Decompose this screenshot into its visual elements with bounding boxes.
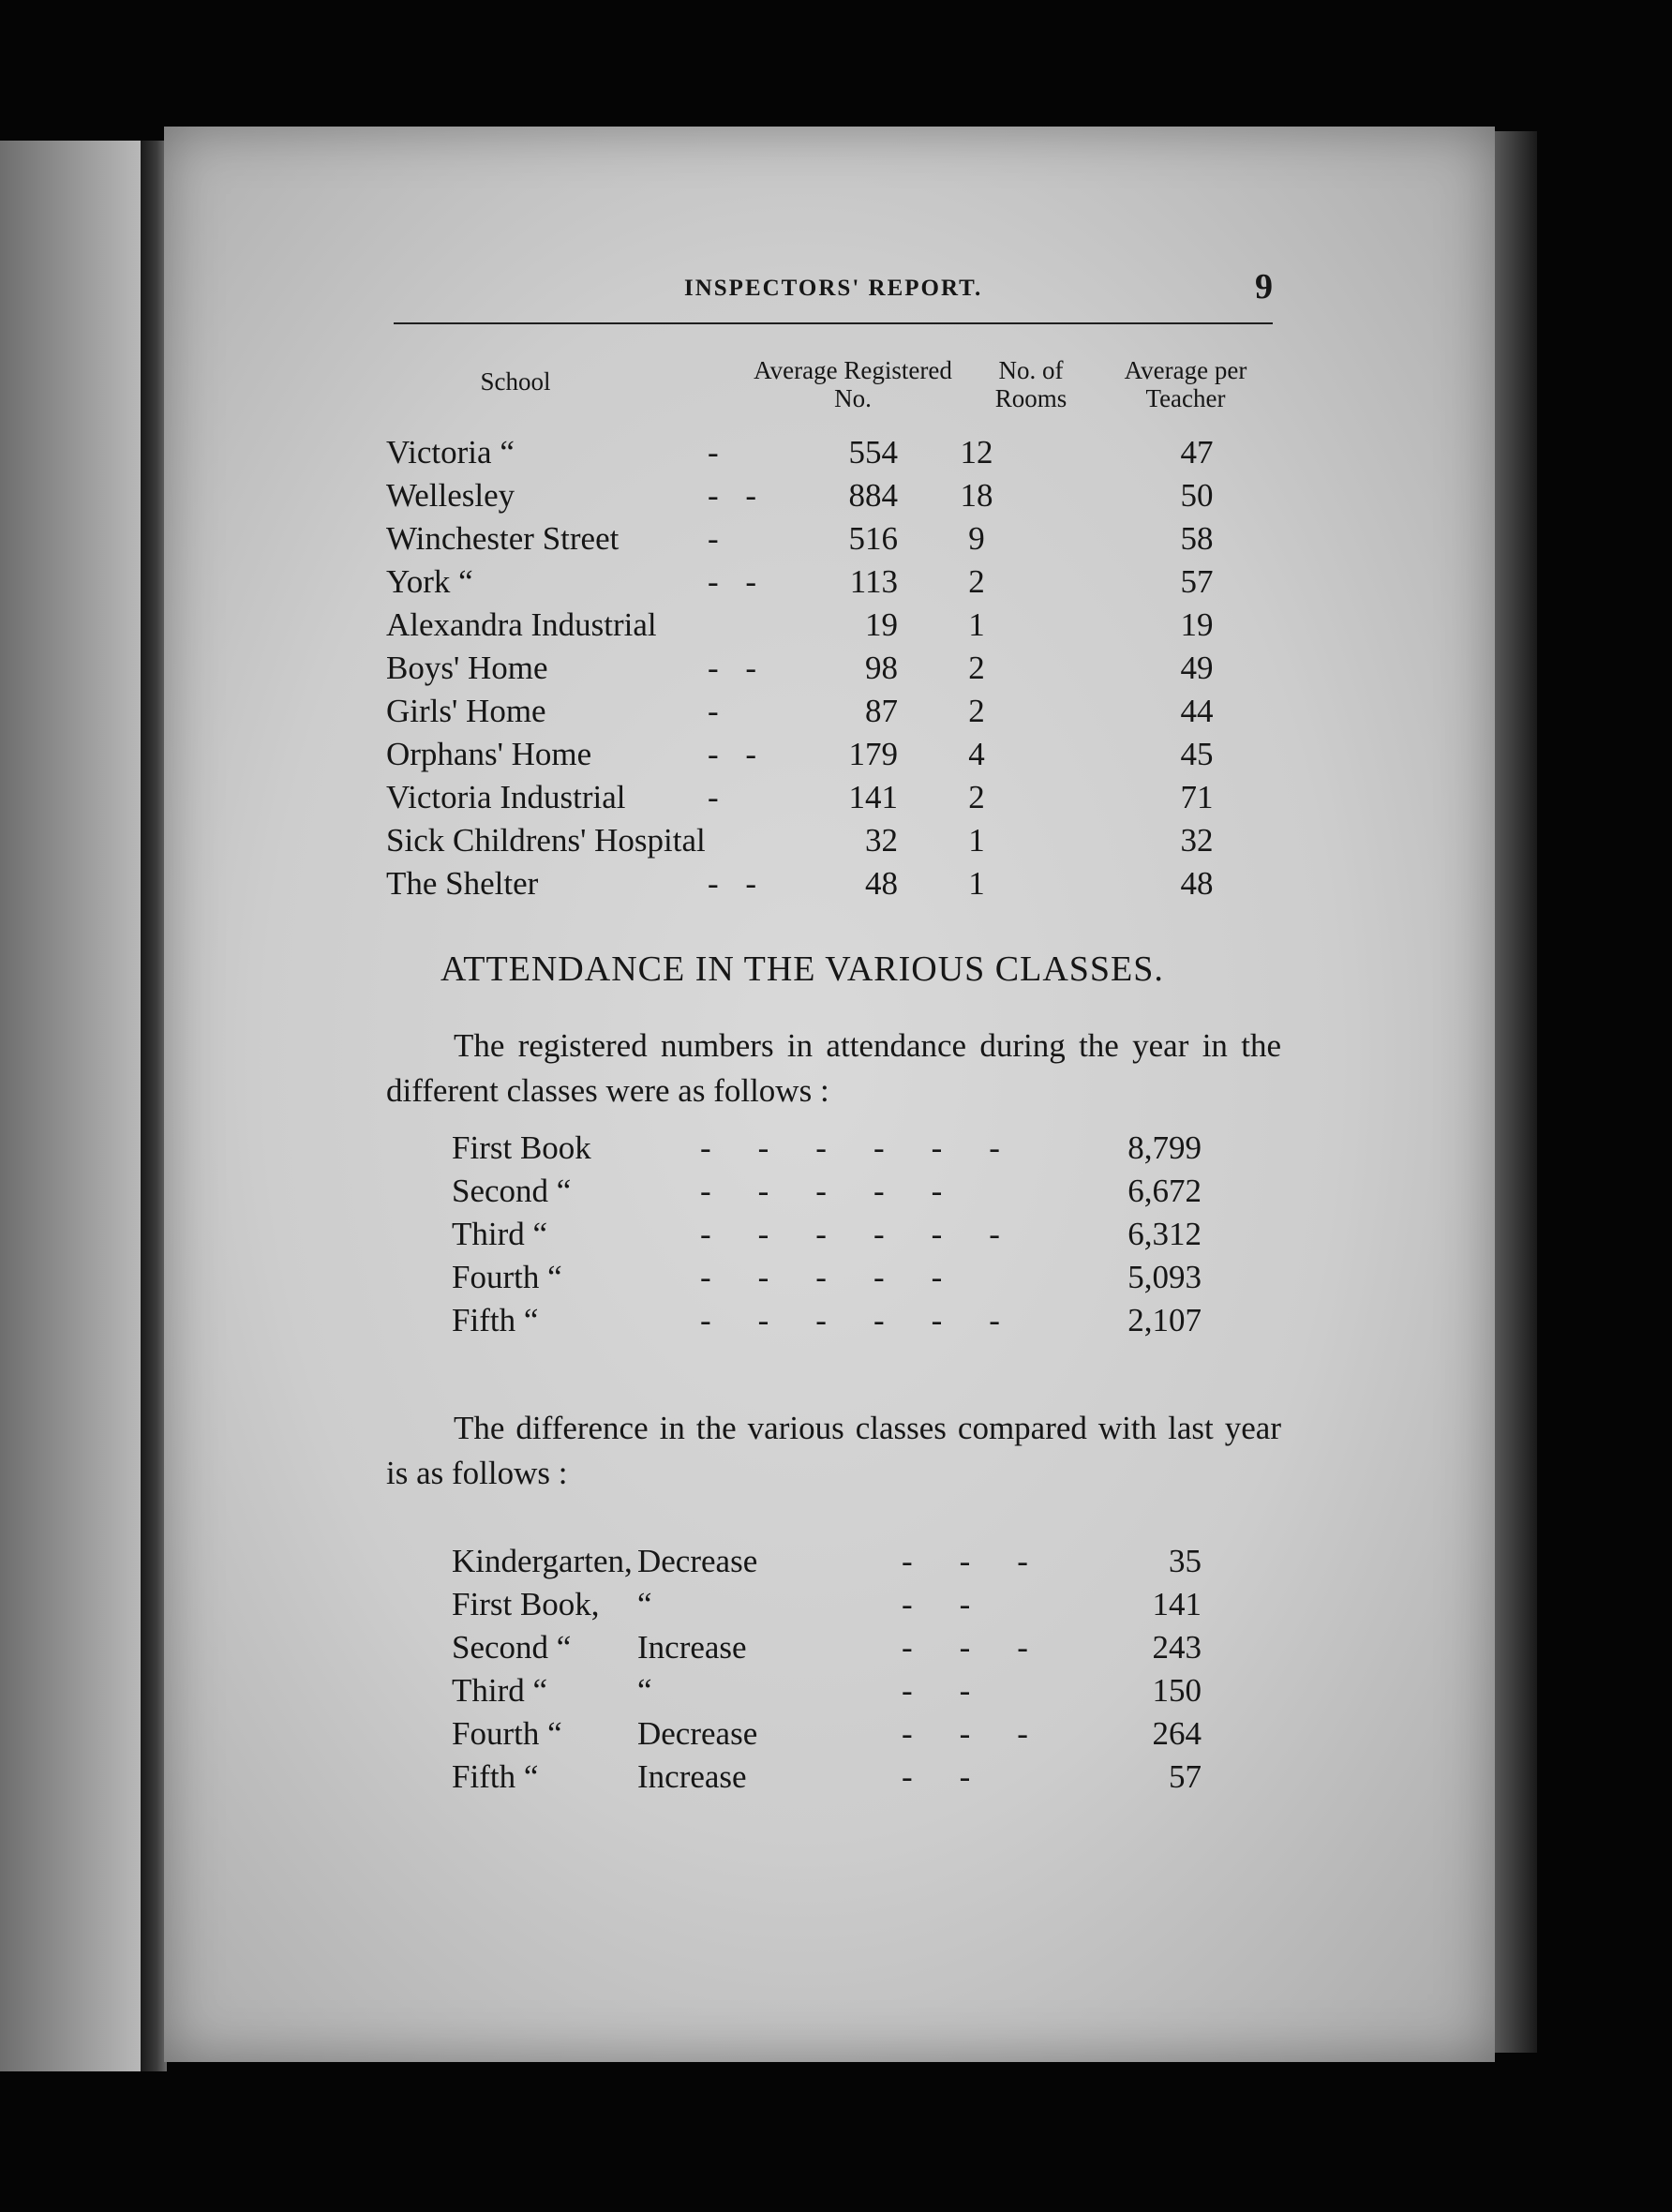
leader-dashes: --- bbox=[902, 1629, 1075, 1666]
class-name: Third “ bbox=[452, 1672, 548, 1709]
leader-dashes: ------ bbox=[700, 1216, 1047, 1252]
leader-dashes: - - bbox=[708, 563, 767, 600]
page-number: 9 bbox=[1255, 267, 1273, 306]
registered-number: 516 bbox=[848, 520, 898, 557]
per-teacher-number: 19 bbox=[1180, 606, 1214, 643]
schools-table bbox=[386, 431, 1267, 905]
school-name: York “ bbox=[386, 563, 473, 600]
leader-dashes: - bbox=[708, 779, 728, 815]
column-header-school: School bbox=[480, 367, 551, 396]
classes-list bbox=[452, 1127, 1202, 1342]
class-name: Second “ bbox=[452, 1629, 572, 1666]
school-name: Orphans' Home bbox=[386, 736, 592, 772]
rooms-number: 2 bbox=[968, 650, 985, 686]
school-name: The Shelter bbox=[386, 865, 539, 902]
registered-number: 32 bbox=[865, 822, 898, 859]
leader-dashes: -- bbox=[902, 1586, 1018, 1622]
change-type: “ bbox=[637, 1586, 652, 1622]
change-type: Decrease bbox=[637, 1715, 758, 1752]
leader-dashes: - - bbox=[708, 736, 767, 772]
leader-dashes: - - bbox=[708, 865, 767, 902]
list-item bbox=[452, 1213, 1202, 1256]
registered-number: 19 bbox=[865, 606, 898, 643]
class-count: 2,107 bbox=[1127, 1302, 1202, 1338]
registered-number: 87 bbox=[865, 693, 898, 729]
school-name: Wellesley bbox=[386, 477, 515, 514]
table-row bbox=[386, 733, 1267, 776]
registered-number: 884 bbox=[848, 477, 898, 514]
registered-number: 98 bbox=[865, 650, 898, 686]
book-binding bbox=[141, 141, 167, 2071]
leader-dashes: ------ bbox=[700, 1302, 1047, 1338]
list-item bbox=[452, 1256, 1202, 1299]
column-header-average-registered: Average Registered No. bbox=[754, 356, 952, 412]
class-name: Third “ bbox=[452, 1216, 548, 1252]
class-name: Fourth “ bbox=[452, 1259, 562, 1295]
leader-dashes: - bbox=[708, 520, 728, 557]
list-item bbox=[452, 1712, 1202, 1756]
leader-dashes: - bbox=[708, 434, 728, 471]
leader-dashes: -- bbox=[902, 1758, 1018, 1795]
class-name: Second “ bbox=[452, 1173, 572, 1209]
class-name: Fifth “ bbox=[452, 1302, 539, 1338]
per-teacher-number: 32 bbox=[1180, 822, 1214, 859]
leader-dashes: --- bbox=[902, 1543, 1075, 1579]
per-teacher-number: 58 bbox=[1180, 520, 1214, 557]
rooms-number: 18 bbox=[960, 477, 993, 514]
running-head-title: INSPECTORS' REPORT. bbox=[684, 276, 983, 301]
class-name: First Book, bbox=[452, 1586, 600, 1622]
leader-dashes: --- bbox=[902, 1715, 1075, 1752]
leader-dashes: - - bbox=[708, 650, 767, 686]
leader-dashes: - - bbox=[708, 477, 767, 514]
change-type: Increase bbox=[637, 1758, 747, 1795]
leader-dashes: -- bbox=[902, 1672, 1018, 1709]
difference-intro-paragraph: The difference in the various classes compared with last year is as follows : bbox=[386, 1410, 1281, 1491]
table-row bbox=[386, 431, 1267, 474]
list-item bbox=[452, 1299, 1202, 1342]
school-name: Winchester Street bbox=[386, 520, 620, 557]
list-item bbox=[452, 1170, 1202, 1213]
table-row bbox=[386, 560, 1267, 604]
list-item bbox=[452, 1756, 1202, 1799]
rooms-number: 2 bbox=[968, 563, 985, 600]
column-header-rooms: No. of Rooms bbox=[994, 356, 1067, 412]
class-name: Fifth “ bbox=[452, 1758, 539, 1795]
table-row bbox=[386, 604, 1267, 647]
list-item bbox=[452, 1626, 1202, 1669]
per-teacher-number: 50 bbox=[1180, 477, 1214, 514]
difference-count: 243 bbox=[1152, 1629, 1202, 1666]
rooms-number: 9 bbox=[968, 520, 985, 557]
school-name: Girls' Home bbox=[386, 693, 546, 729]
rooms-number: 2 bbox=[968, 779, 985, 815]
rooms-number: 1 bbox=[968, 606, 985, 643]
per-teacher-number: 47 bbox=[1180, 434, 1214, 471]
table-row bbox=[386, 862, 1267, 905]
class-count: 6,672 bbox=[1127, 1173, 1202, 1209]
class-name: Kindergarten, bbox=[452, 1543, 633, 1579]
table-row bbox=[386, 517, 1267, 560]
class-count: 6,312 bbox=[1127, 1216, 1202, 1252]
school-name: Victoria “ bbox=[386, 434, 515, 471]
registered-number: 179 bbox=[848, 736, 898, 772]
facing-page-edge bbox=[0, 141, 150, 2071]
per-teacher-number: 48 bbox=[1180, 865, 1214, 902]
table-row bbox=[386, 474, 1267, 517]
attendance-intro-paragraph: The registered numbers in attendance during the year in the different classes were as follows : bbox=[386, 1027, 1281, 1109]
section-heading: ATTENDANCE IN THE VARIOUS CLASSES. bbox=[440, 949, 1164, 989]
change-type: Increase bbox=[637, 1629, 747, 1666]
leader-dashes: ------ bbox=[700, 1129, 1047, 1166]
running-head bbox=[394, 267, 1273, 324]
difference-count: 35 bbox=[1169, 1543, 1202, 1579]
table-row bbox=[386, 690, 1267, 733]
per-teacher-number: 71 bbox=[1180, 779, 1214, 815]
list-item bbox=[452, 1669, 1202, 1712]
change-type: Decrease bbox=[637, 1543, 758, 1579]
class-count: 8,799 bbox=[1127, 1129, 1202, 1166]
table-row bbox=[386, 819, 1267, 862]
table-row bbox=[386, 776, 1267, 819]
school-name: Victoria Industrial bbox=[386, 779, 626, 815]
registered-number: 554 bbox=[848, 434, 898, 471]
per-teacher-number: 57 bbox=[1180, 563, 1214, 600]
difference-count: 57 bbox=[1169, 1758, 1202, 1795]
rooms-number: 1 bbox=[968, 822, 985, 859]
class-name: First Book bbox=[452, 1129, 591, 1166]
column-header-per-teacher: Average per Teacher bbox=[1124, 356, 1247, 412]
leader-dashes: ----- bbox=[700, 1259, 990, 1295]
school-name: Boys' Home bbox=[386, 650, 548, 686]
table-row bbox=[386, 647, 1267, 690]
leader-dashes: - bbox=[708, 693, 728, 729]
change-type: “ bbox=[637, 1672, 652, 1709]
list-item bbox=[452, 1540, 1202, 1583]
registered-number: 141 bbox=[848, 779, 898, 815]
school-name: Alexandra Industrial bbox=[386, 606, 657, 643]
list-item bbox=[452, 1583, 1202, 1626]
difference-count: 264 bbox=[1152, 1715, 1202, 1752]
rooms-number: 1 bbox=[968, 865, 985, 902]
leader-dashes: ----- bbox=[700, 1173, 990, 1209]
differences-list bbox=[452, 1540, 1202, 1799]
per-teacher-number: 44 bbox=[1180, 693, 1214, 729]
rooms-number: 2 bbox=[968, 693, 985, 729]
registered-number: 48 bbox=[865, 865, 898, 902]
list-item bbox=[452, 1127, 1202, 1170]
difference-count: 150 bbox=[1152, 1672, 1202, 1709]
school-name: Sick Childrens' Hospital bbox=[386, 822, 706, 859]
rooms-number: 4 bbox=[968, 736, 985, 772]
class-name: Fourth “ bbox=[452, 1715, 562, 1752]
difference-count: 141 bbox=[1152, 1586, 1202, 1622]
per-teacher-number: 45 bbox=[1180, 736, 1214, 772]
class-count: 5,093 bbox=[1127, 1259, 1202, 1295]
rooms-number: 12 bbox=[960, 434, 993, 471]
per-teacher-number: 49 bbox=[1180, 650, 1214, 686]
registered-number: 113 bbox=[849, 563, 898, 600]
